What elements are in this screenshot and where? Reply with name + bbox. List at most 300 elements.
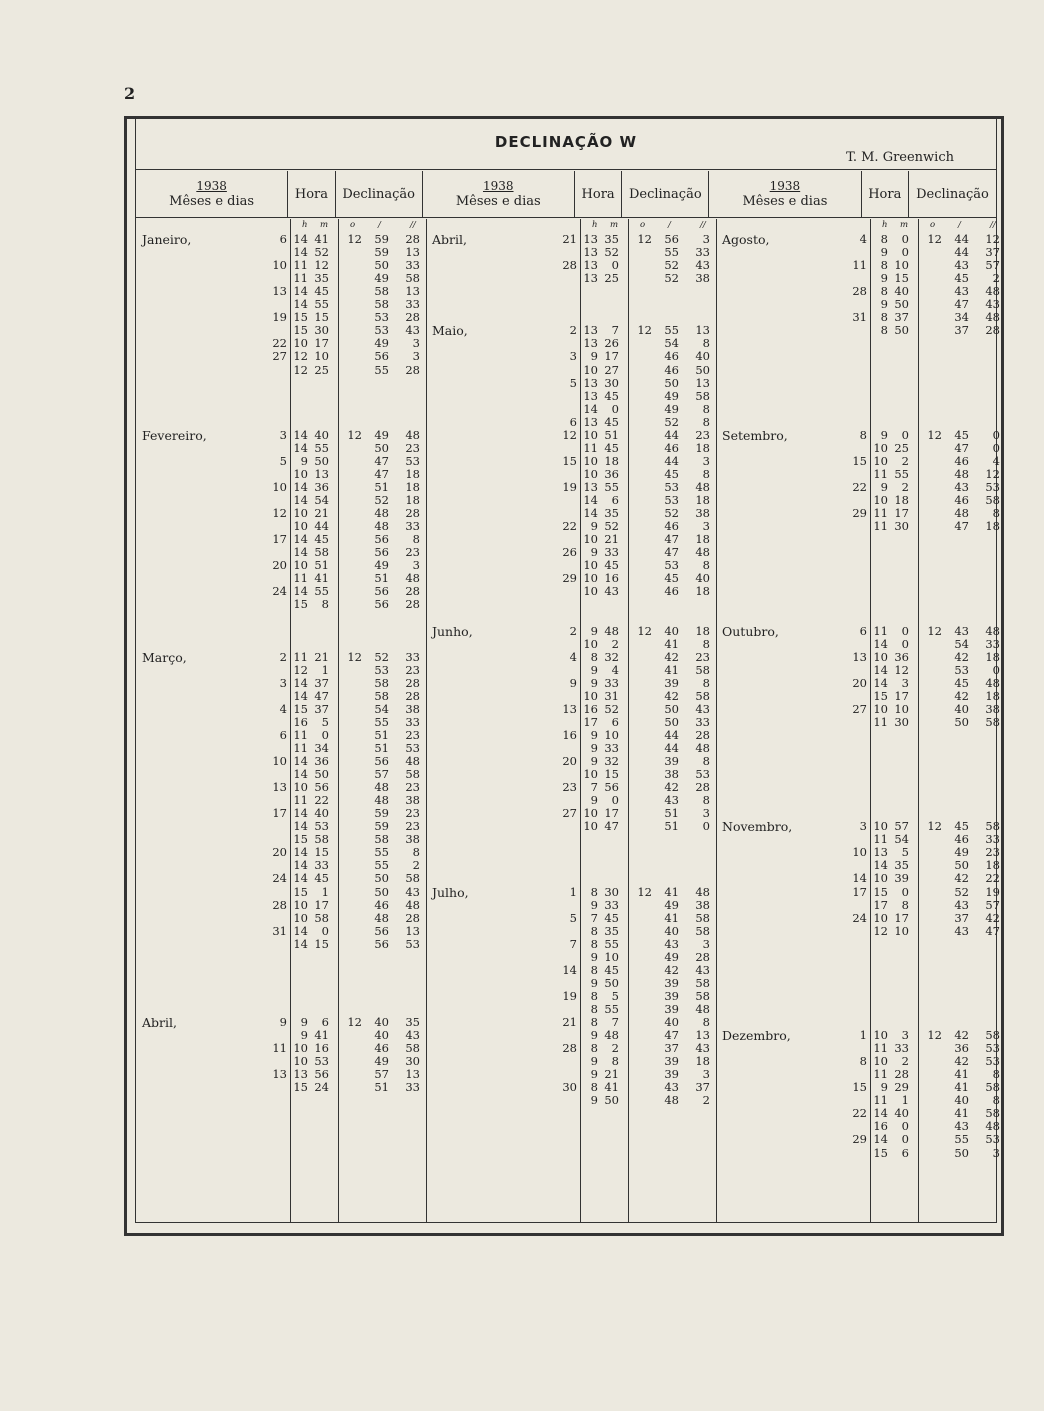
hour-cell: 12: [873, 923, 888, 938]
arcmin-cell: 41: [664, 662, 679, 677]
arcmin-cell: 48: [374, 506, 389, 521]
hour-cell: 10: [293, 558, 308, 573]
minute-cell: 10: [314, 349, 329, 364]
arcmin-cell: 37: [954, 910, 969, 925]
arcmin-cell: 49: [664, 897, 679, 912]
header-declinacao: Declinação: [622, 171, 709, 217]
arcmin-cell: 45: [954, 427, 969, 442]
arcmin-cell: 40: [954, 701, 969, 716]
table-row: [136, 794, 426, 807]
arcsec-cell: 18: [405, 466, 420, 481]
units-row: [716, 219, 1006, 232]
hour-cell: 14: [873, 636, 888, 651]
unit-sec: //: [990, 220, 996, 230]
arcmin-cell: 59: [374, 232, 389, 246]
arcmin-cell: 54: [664, 336, 679, 351]
hour-cell: 14: [873, 1132, 888, 1147]
hour-cell: 9: [590, 949, 598, 964]
table-row: [426, 899, 716, 912]
hour-cell: 13: [583, 258, 598, 273]
minute-cell: 17: [604, 349, 619, 364]
degree-cell: 12: [347, 649, 362, 664]
table-title: DECLINAÇÃO W: [494, 133, 638, 151]
arcmin-cell: 41: [664, 910, 679, 925]
table-row: [426, 729, 716, 742]
table-row: [426, 859, 716, 872]
table-row: [136, 638, 426, 651]
table-row: [426, 664, 716, 677]
unit-sec: //: [700, 220, 706, 230]
arcmin-cell: 51: [664, 806, 679, 821]
hour-cell: 9: [880, 1080, 888, 1095]
table-row: [716, 846, 1006, 859]
hour-cell: 15: [293, 832, 308, 847]
unit-m: m: [320, 220, 329, 230]
unit-min: /: [668, 220, 671, 230]
table-row: [716, 938, 1006, 951]
day-cell: 15: [852, 453, 867, 468]
minute-cell: 40: [314, 806, 329, 821]
arcmin-cell: 46: [954, 832, 969, 847]
month-name: Abril,: [142, 1015, 177, 1030]
minute-cell: 52: [314, 245, 329, 260]
table-row: [136, 233, 426, 246]
day-cell: 15: [852, 1080, 867, 1095]
table-row: [716, 716, 1006, 729]
header-hora: Hora: [288, 171, 335, 217]
minute-cell: 52: [604, 701, 619, 716]
day-cell: 28: [272, 897, 287, 912]
day-cell: 6: [279, 727, 287, 742]
hour-cell: 14: [293, 532, 308, 547]
minute-cell: 41: [314, 571, 329, 586]
day-cell: 20: [272, 845, 287, 860]
table-row: [136, 390, 426, 403]
table-row: [426, 481, 716, 494]
header-hora: Hora: [575, 171, 622, 217]
arcmin-cell: 46: [374, 1041, 389, 1056]
arcmin-cell: 44: [664, 727, 679, 742]
table-row: [426, 690, 716, 703]
day-cell: 17: [272, 806, 287, 821]
day-cell: 13: [272, 780, 287, 795]
minute-cell: 33: [604, 740, 619, 755]
hour-cell: 9: [590, 349, 598, 364]
arcsec-cell: 43: [985, 297, 1000, 312]
table-row: [426, 442, 716, 455]
table-row: [136, 364, 426, 377]
hour-cell: 10: [583, 558, 598, 573]
table-row: [426, 1094, 716, 1107]
minute-cell: 25: [894, 440, 909, 455]
table-row: [136, 859, 426, 872]
day-cell: 10: [272, 479, 287, 494]
minute-cell: 16: [314, 1041, 329, 1056]
arcsec-cell: 48: [985, 310, 1000, 325]
arcmin-cell: 44: [954, 245, 969, 260]
minute-cell: 5: [611, 988, 619, 1003]
table-row: [716, 886, 1006, 899]
table-row: [426, 520, 716, 533]
hour-cell: 9: [880, 427, 888, 442]
day-cell: 2: [569, 623, 577, 638]
arcmin-cell: 59: [374, 245, 389, 260]
hour-cell: 15: [873, 884, 888, 899]
arcmin-cell: 40: [664, 623, 679, 638]
minute-cell: 33: [894, 1041, 909, 1056]
table-row: [426, 651, 716, 664]
arcmin-cell: 58: [374, 688, 389, 703]
arcmin-cell: 36: [954, 1041, 969, 1056]
minute-cell: 13: [314, 466, 329, 481]
header-months-days: [709, 171, 861, 217]
arcmin-cell: 44: [664, 427, 679, 442]
table-row: [716, 520, 1006, 533]
hour-cell: 11: [583, 440, 598, 455]
arcsec-cell: 38: [985, 701, 1000, 716]
hour-cell: 14: [293, 545, 308, 560]
day-cell: 8: [859, 427, 867, 442]
arcmin-cell: 43: [954, 623, 969, 638]
table-row: [426, 246, 716, 259]
hour-cell: 14: [293, 427, 308, 442]
day-cell: 3: [859, 819, 867, 834]
table-row: [716, 899, 1006, 912]
arcsec-cell: 8: [702, 636, 710, 651]
unit-h: h: [302, 220, 308, 230]
table-row: [716, 259, 1006, 272]
arcsec-cell: 40: [695, 349, 710, 364]
hour-cell: 15: [293, 1080, 308, 1095]
arcmin-cell: 49: [374, 427, 389, 442]
table-row: [136, 938, 426, 951]
hour-cell: 11: [293, 571, 308, 586]
hour-cell: 10: [873, 819, 888, 834]
arcsec-cell: 18: [405, 479, 420, 494]
arcmin-cell: 43: [954, 1119, 969, 1134]
minute-cell: 21: [604, 1067, 619, 1082]
day-cell: 9: [569, 675, 577, 690]
arcsec-cell: 28: [405, 506, 420, 521]
minute-cell: 17: [894, 506, 909, 521]
arcmin-cell: 48: [374, 910, 389, 925]
arcmin-cell: 50: [374, 884, 389, 899]
table-row: [136, 651, 426, 664]
minute-cell: 10: [894, 923, 909, 938]
table-row: [716, 611, 1006, 624]
arcmin-cell: 44: [954, 232, 969, 246]
unit-deg: o: [930, 220, 936, 230]
arcsec-cell: 48: [695, 884, 710, 899]
unit-sec: //: [410, 220, 416, 230]
minute-cell: 50: [314, 767, 329, 782]
table-row: [716, 768, 1006, 781]
table-row: [716, 1120, 1006, 1133]
table-row: [136, 755, 426, 768]
minute-cell: 5: [901, 845, 909, 860]
arcmin-cell: 52: [954, 884, 969, 899]
arcmin-cell: 45: [954, 271, 969, 286]
minute-cell: 0: [611, 258, 619, 273]
arcmin-cell: 39: [664, 1001, 679, 1016]
table-row: [136, 429, 426, 442]
table-row: [426, 794, 716, 807]
hour-cell: 9: [880, 245, 888, 260]
table-row: [136, 377, 426, 390]
table-row: [716, 951, 1006, 964]
arcmin-cell: 55: [374, 858, 389, 873]
table-row: [716, 364, 1006, 377]
table-row: [426, 233, 716, 246]
day-cell: 9: [279, 1015, 287, 1029]
minute-cell: 0: [901, 427, 909, 442]
minute-cell: 54: [314, 493, 329, 507]
table-row: [716, 337, 1006, 350]
hour-cell: 7: [590, 780, 598, 795]
arcsec-cell: 18: [405, 493, 420, 507]
hour-cell: 14: [293, 871, 308, 886]
hour-cell: 14: [293, 754, 308, 768]
hour-cell: 11: [873, 714, 888, 729]
arcsec-cell: 58: [405, 767, 420, 782]
minute-cell: 28: [894, 1067, 909, 1082]
arcmin-cell: 56: [374, 532, 389, 547]
minute-cell: 36: [894, 649, 909, 664]
table-row: [716, 442, 1006, 455]
arcmin-cell: 50: [664, 714, 679, 729]
day-cell: 4: [279, 701, 287, 716]
arcsec-cell: 58: [695, 910, 710, 925]
table-row: [716, 912, 1006, 925]
table-row: [426, 390, 716, 403]
day-cell: 4: [569, 649, 577, 664]
table-row: [716, 416, 1006, 429]
arcmin-cell: 50: [374, 440, 389, 455]
arcsec-cell: 0: [992, 427, 1000, 442]
arcmin-cell: 46: [664, 519, 679, 534]
arcmin-cell: 48: [664, 1093, 679, 1108]
hour-cell: 11: [873, 506, 888, 521]
hour-cell: 17: [873, 897, 888, 912]
arcsec-cell: 8: [702, 466, 710, 481]
table-row: [426, 872, 716, 885]
table-row: [426, 807, 716, 820]
arcsec-cell: 42: [985, 910, 1000, 925]
hour-cell: 14: [293, 479, 308, 494]
arcsec-cell: 33: [985, 636, 1000, 651]
hour-cell: 14: [293, 923, 308, 938]
minute-cell: 41: [314, 232, 329, 246]
minute-cell: 30: [314, 323, 329, 338]
hour-cell: 9: [880, 271, 888, 286]
arcmin-cell: 55: [664, 323, 679, 338]
minute-cell: 50: [894, 323, 909, 338]
table-row: [136, 729, 426, 742]
arcsec-cell: 43: [695, 258, 710, 273]
table-row: [426, 846, 716, 859]
day-cell: 5: [279, 453, 287, 468]
table-row: [426, 742, 716, 755]
hour-cell: 13: [293, 1067, 308, 1082]
table-row: [136, 272, 426, 285]
arcmin-cell: 56: [374, 923, 389, 938]
table-row: [716, 390, 1006, 403]
table-row: [136, 846, 426, 859]
arcmin-cell: 47: [664, 532, 679, 547]
table-row: [426, 1068, 716, 1081]
arcsec-cell: 3: [702, 806, 710, 821]
hour-cell: 10: [873, 910, 888, 925]
minute-cell: 36: [314, 479, 329, 494]
table-row: [716, 690, 1006, 703]
table-row: [716, 1147, 1006, 1160]
month-name: Abril,: [432, 232, 467, 247]
table-row: [716, 559, 1006, 572]
table-row: [426, 585, 716, 598]
day-cell: 10: [272, 258, 287, 273]
day-cell: 24: [852, 910, 867, 925]
table-row: [136, 1055, 426, 1068]
arcmin-cell: 53: [664, 493, 679, 507]
minute-cell: 50: [894, 297, 909, 312]
table-row: [136, 324, 426, 337]
day-cell: 27: [562, 806, 577, 821]
arcmin-cell: 46: [954, 493, 969, 507]
arcmin-cell: 57: [374, 767, 389, 782]
arcmin-cell: 40: [664, 1015, 679, 1029]
minute-cell: 1: [321, 662, 329, 677]
minute-cell: 40: [894, 1106, 909, 1121]
minute-cell: 6: [901, 1145, 909, 1160]
arcmin-cell: 53: [374, 323, 389, 338]
day-cell: 5: [569, 910, 577, 925]
minute-cell: 15: [894, 271, 909, 286]
hour-cell: 12: [293, 349, 308, 364]
hour-cell: 15: [293, 310, 308, 325]
minute-cell: 21: [604, 532, 619, 547]
arcsec-cell: 48: [405, 897, 420, 912]
page-number: 2: [124, 84, 136, 103]
hour-cell: 10: [583, 571, 598, 586]
arcsec-cell: 53: [695, 767, 710, 782]
hour-cell: 11: [873, 1067, 888, 1082]
arcsec-cell: 58: [985, 714, 1000, 729]
hour-cell: 9: [590, 740, 598, 755]
arcsec-cell: 18: [985, 519, 1000, 534]
table-row: [136, 311, 426, 324]
hour-cell: 13: [583, 245, 598, 260]
table-row: [716, 233, 1006, 246]
day-cell: 6: [859, 623, 867, 638]
table-row: [426, 611, 716, 624]
day-cell: 13: [852, 649, 867, 664]
arcmin-cell: 44: [664, 740, 679, 755]
arcsec-cell: 8: [702, 401, 710, 416]
hour-cell: 11: [293, 727, 308, 742]
table-row: [136, 781, 426, 794]
minute-cell: 31: [604, 688, 619, 703]
arcsec-cell: 53: [405, 936, 420, 951]
arcsec-cell: 58: [695, 388, 710, 403]
table-row: [136, 598, 426, 611]
arcsec-cell: 3: [412, 336, 420, 351]
minute-cell: 27: [604, 362, 619, 377]
hour-cell: 10: [873, 871, 888, 886]
arcmin-cell: 46: [954, 453, 969, 468]
arcsec-cell: 18: [985, 688, 1000, 703]
minute-cell: 15: [314, 936, 329, 951]
hour-cell: 8: [590, 884, 598, 899]
arcsec-cell: 12: [985, 232, 1000, 246]
arcsec-cell: 23: [405, 780, 420, 795]
table-row: [136, 494, 426, 507]
arcsec-cell: 33: [405, 258, 420, 273]
hour-cell: 11: [293, 649, 308, 664]
hour-cell: 10: [873, 1028, 888, 1043]
day-cell: 29: [852, 1132, 867, 1147]
hour-cell: 10: [583, 688, 598, 703]
table-row: [716, 859, 1006, 872]
minute-cell: 55: [314, 440, 329, 455]
day-cell: 7: [569, 936, 577, 951]
table-row: [136, 703, 426, 716]
minute-cell: 41: [604, 1080, 619, 1095]
month-name: Outubro,: [722, 623, 779, 639]
table-row: [716, 298, 1006, 311]
table-row: [426, 311, 716, 324]
minute-cell: 17: [894, 688, 909, 703]
hour-cell: 16: [583, 701, 598, 716]
hour-cell: 14: [583, 401, 598, 416]
arcsec-cell: 3: [702, 453, 710, 468]
arcmin-cell: 41: [954, 1106, 969, 1121]
header-hora: Hora: [862, 171, 909, 217]
hour-cell: 11: [293, 793, 308, 808]
minute-cell: 51: [314, 558, 329, 573]
table-row: [136, 664, 426, 677]
hour-cell: 10: [583, 819, 598, 834]
table-row: [136, 1016, 426, 1029]
arcmin-cell: 42: [664, 688, 679, 703]
table-row: [136, 455, 426, 468]
column-group-2: [426, 219, 716, 1222]
day-cell: 20: [852, 675, 867, 690]
table-row: [426, 912, 716, 925]
table-row: [716, 585, 1006, 598]
table-row: [716, 1133, 1006, 1146]
arcsec-cell: 47: [985, 923, 1000, 938]
minute-cell: 36: [604, 466, 619, 481]
minute-cell: 0: [901, 884, 909, 899]
table-row: [136, 246, 426, 259]
table-row: [716, 1107, 1006, 1120]
hour-cell: 8: [880, 284, 888, 299]
arcsec-cell: 3: [412, 558, 420, 573]
arcmin-cell: 39: [664, 1067, 679, 1082]
arcsec-cell: 53: [985, 1041, 1000, 1056]
table-row: [136, 951, 426, 964]
hour-cell: 15: [293, 884, 308, 899]
degree-cell: 12: [637, 323, 652, 338]
arcsec-cell: 8: [992, 1067, 1000, 1082]
table-row: [136, 572, 426, 585]
table-row: [426, 259, 716, 272]
arcsec-cell: 48: [405, 571, 420, 586]
arcsec-cell: 22: [985, 871, 1000, 886]
table-row: [426, 272, 716, 285]
hour-cell: 13: [583, 232, 598, 246]
month-name: Março,: [142, 649, 187, 665]
